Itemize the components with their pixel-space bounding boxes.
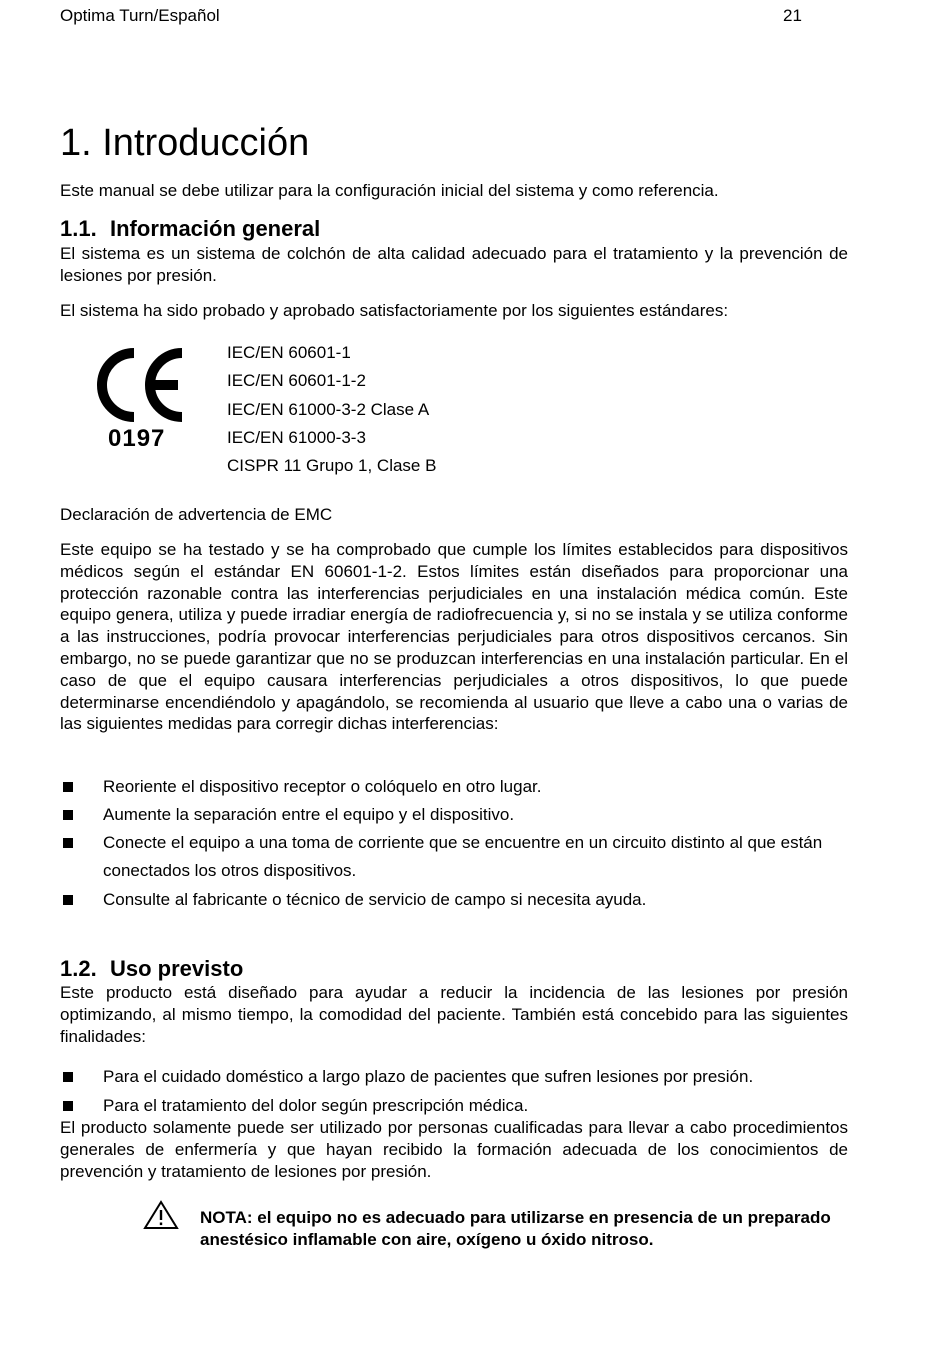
list-item-text: Conecte el equipo a una toma de corriente que se encuentre en un circuito distinto al que están conectados los otros dispositivos. — [103, 833, 823, 880]
emc-paragraph: Este equipo se ha testado y se ha comprobado que cumple los límites establecidos para dispositivos médicos según el estándar EN 60601-1-2. Estos límites están diseñados para proporcionar una protección razonable contra las interferencias perjudiciales en una instalación médica común. Este equipo genera, utiliza y puede irradiar energía de radiofrecuencia y, si no se instala y se utiliza conforme a las instrucciones, podría provocar interferencias perjudiciales para otros dispositivos cercanos. Sin embargo, no se puede garantizar que no se produzcan interferencias en una instalación particular. En el caso de que el equipo causara interferencias perjudiciales a otros dispositivos, lo que puede determinarse encendiéndolo y apagándolo, se recomienda al usuario que lleve a cabo una o varias de las siguientes medidas para corregir dichas interferencias: — [60, 540, 848, 734]
intro-paragraph: Este manual se debe utilizar para la configuración inicial del sistema y como referencia. — [60, 181, 719, 200]
bullet-square-icon — [63, 838, 73, 848]
standard-item: IEC/EN 61000-3-3 — [227, 428, 366, 447]
list-item — [60, 1063, 848, 1091]
list-item — [60, 886, 848, 914]
list-item-text: Aumente la separación entre el equipo y el dispositivo. — [103, 805, 515, 824]
list-item — [60, 829, 848, 885]
list-item — [60, 773, 848, 801]
page-number: 21 — [783, 6, 802, 25]
intended-use-paragraph: Este producto está diseñado para ayudar a reducir la incidencia de las lesiones por presión optimizando, al mismo tiempo, la comodidad del paciente. También está concebido para las siguientes finalidades: — [60, 983, 848, 1046]
section-heading-text: Información general — [110, 216, 321, 241]
safety-note: NOTA: el equipo no es adecuado para utilizarse en presencia de un preparado anestésico inflamable con aire, oxígeno u óxido nitroso. — [200, 1208, 831, 1249]
emc-heading: Declaración de advertencia de EMC — [60, 505, 333, 524]
standard-item: CISPR 11 Grupo 1, Clase B — [227, 456, 437, 475]
section-heading-uso-previsto — [60, 956, 243, 982]
list-item — [60, 1092, 848, 1120]
section-heading-informacion-general — [60, 216, 320, 242]
qualified-users-paragraph: El producto solamente puede ser utilizado por personas cualificadas para llevar a cabo procedimientos generales de enfermería y que hayan recibido la formación adecuada de los conocimientos de prevención y tratamiento de lesiones por presión. — [60, 1118, 848, 1181]
standard-item: IEC/EN 60601-1 — [227, 343, 351, 362]
list-item-text: Para el tratamiento del dolor según prescripción médica. — [103, 1096, 529, 1115]
list-item-text: Consulte al fabricante o técnico de servicio de campo si necesita ayuda. — [103, 890, 647, 909]
list-item-text: Reoriente el dispositivo receptor o colóquelo en otro lugar. — [103, 777, 542, 796]
running-header: Optima Turn/Español — [60, 6, 220, 25]
standards-intro: El sistema ha sido probado y aprobado satisfactoriamente por los siguientes estándares: — [60, 301, 729, 320]
section-number: 1.2. — [60, 956, 97, 981]
list-item — [60, 801, 848, 829]
standard-item: IEC/EN 60601-1-2 — [227, 371, 366, 390]
section-number: 1.1. — [60, 216, 97, 241]
section-heading-text: Uso previsto — [110, 956, 244, 981]
standard-item: IEC/EN 61000-3-2 Clase A — [227, 400, 430, 419]
list-item-text: Para el cuidado doméstico a largo plazo de pacientes que sufren lesiones por presión. — [103, 1067, 754, 1086]
bullet-square-icon — [63, 1072, 73, 1082]
bullet-square-icon — [63, 810, 73, 820]
section-title-introduccion: 1. Introducción — [60, 122, 310, 164]
warning-triangle-icon — [143, 1200, 179, 1230]
general-info-paragraph: El sistema es un sistema de colchón de alta calidad adecuado para el tratamiento y la prevención de lesiones por presión. — [60, 244, 848, 285]
notified-body-number: 0197 — [108, 425, 166, 452]
bullet-square-icon — [63, 782, 73, 792]
bullet-square-icon — [63, 1101, 73, 1111]
ce-mark-logo — [90, 345, 190, 460]
bullet-square-icon — [63, 895, 73, 905]
ce-mark-icon — [90, 345, 190, 425]
